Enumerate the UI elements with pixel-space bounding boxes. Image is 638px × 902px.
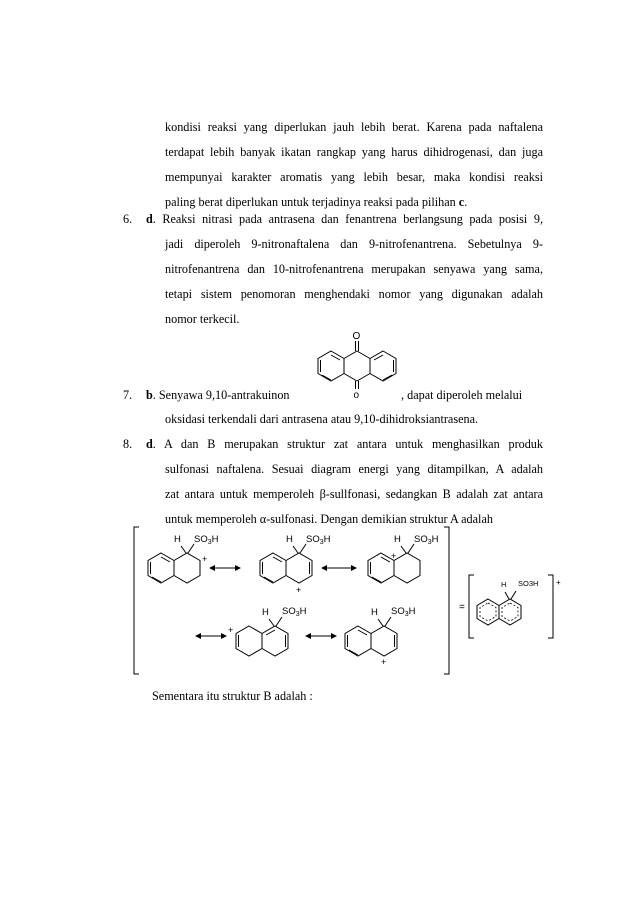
charge-plus: + [556, 578, 561, 587]
anthraquinone-structure [300, 327, 415, 405]
charge-plus: + [381, 657, 387, 667]
closing-line: Sementara itu struktur B adalah : [152, 689, 313, 703]
atom-label-h: H [394, 534, 401, 545]
atom-label-h: H [174, 534, 181, 545]
item-7-number: 7. [123, 388, 133, 402]
charge-plus: + [391, 551, 397, 561]
item-7-line-2: oksidasi terkendali dari antrasena atau 9,10-dihidroksiantrasena. [165, 412, 479, 426]
text-line: nitrofenantrena dan 10-nitrofenantrena merupakan senyawa yang sama, [165, 262, 543, 276]
item-8-line-2: sulfonasi naftalena. Sesuai diagram energi yang ditampilkan, A adalah [165, 462, 543, 476]
equals-sign: = [459, 602, 465, 613]
item-6-number: 6. [123, 212, 133, 226]
charge-plus: + [296, 585, 302, 595]
carbonyl-o-bottom: o [353, 390, 360, 401]
item-8-line-4: untuk memperoleh α-sulfonasi. Dengan demikian struktur A adalah [165, 512, 493, 526]
item-8-line-3: zat antara untuk memperoleh β-sullfonasi, sedangkan B adalah zat antara [165, 487, 543, 501]
item-7-line-1b: , dapat diperoleh melalui [401, 388, 523, 402]
atom-label-h: H [286, 534, 293, 545]
text-line: paling berat diperlukan untuk terjadinya reaksi pada pilihan c. [165, 195, 468, 209]
resonance-diagram [130, 520, 570, 680]
text-line: terdapat lebih banyak ikatan rangkap yang harus dihidrogenasi, dan juga [165, 145, 543, 159]
text-line: kondisi reaksi yang diperlukan jauh lebih berat. Karena pada naftalena [165, 120, 543, 134]
atom-label-h: H [262, 607, 269, 618]
atom-label-so3h: $SO_3H$ [282, 606, 307, 618]
atom-label-so3h: $SO_3H$ [391, 606, 416, 618]
atom-label-h: H [371, 607, 378, 618]
carbonyl-o-top: O [352, 331, 361, 342]
item-7-line-1a: b. Senyawa 9,10-antrakuinon [146, 388, 290, 402]
item-6-line-1: d. Reaksi nitrasi pada antrasena dan fenantrena berlangsung pada posisi 9, [146, 212, 543, 226]
atom-label-so3h: $SO_3H$ [306, 534, 331, 546]
atom-label-so3h: $SO_3H$ [414, 534, 439, 546]
atom-label-h: H [501, 580, 507, 589]
charge-plus: + [202, 554, 208, 564]
atom-label-so3h: SO3H [518, 579, 539, 588]
item-8-line-1: d. A dan B merupakan struktur zat antara untuk menghasilkan produk [146, 437, 543, 451]
text-line: jadi diperoleh 9-nitronaftalena dan 9-nitrofenantrena. Sebetulnya 9- [165, 237, 543, 251]
item-8-number: 8. [123, 437, 133, 451]
charge-plus: + [228, 625, 234, 635]
text-line: mempunyai karakter aromatis yang lebih besar, maka kondisi reaksi [165, 170, 543, 184]
text-line: tetapi sistem penomoran menghendaki nomor yang digunakan adalah [165, 287, 543, 301]
atom-label-so3h: $SO_3H$ [194, 534, 219, 546]
text-line: nomor terkecil. [165, 312, 240, 326]
